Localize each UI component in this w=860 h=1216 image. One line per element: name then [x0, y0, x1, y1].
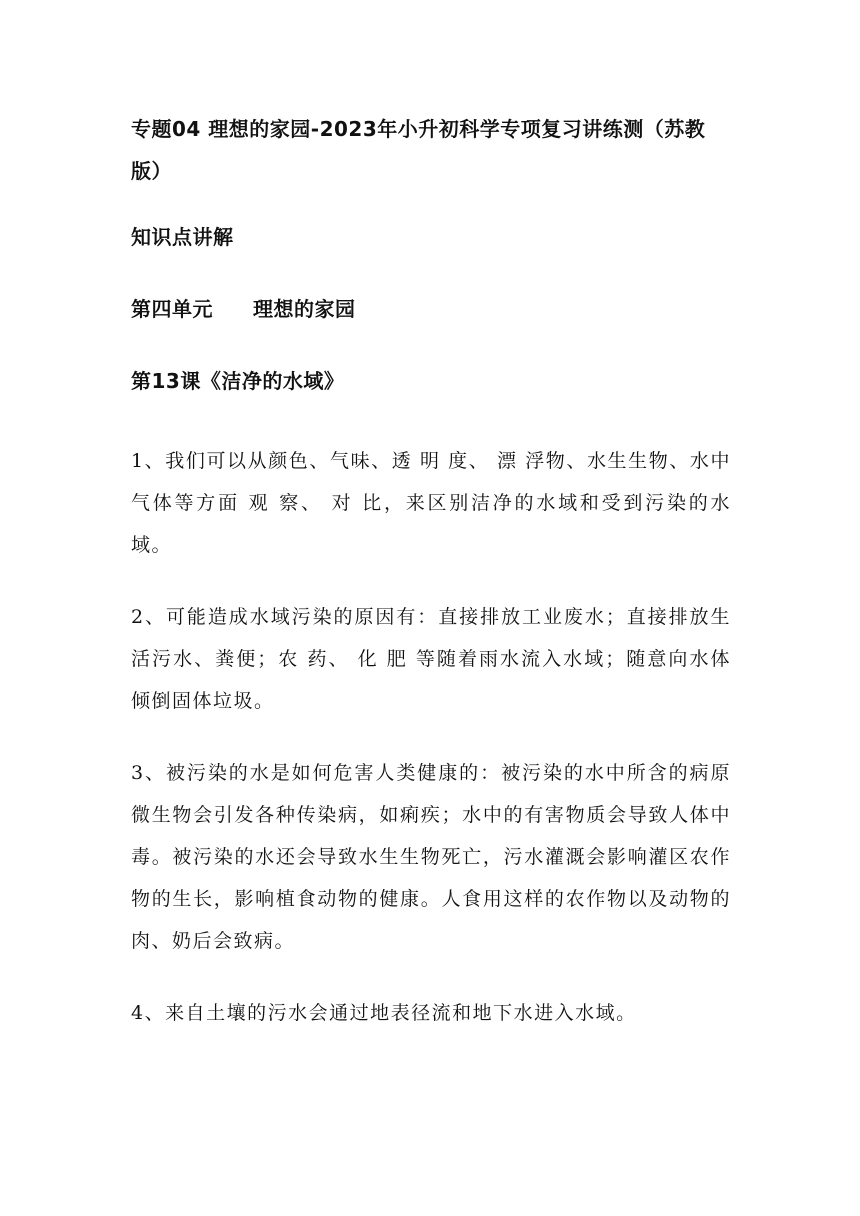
knowledge-point-2: 2、可能造成水域污染的原因有：直接排放工业废水；直接排放生活污水、粪便；农 药、 化 肥 等随着雨水流入水域；随意向水体倾倒固体垃圾。 — [131, 606, 731, 712]
knowledge-point-1: 1、我们可以从颜色、气味、透 明 度、 漂 浮物、水生生物、水中气体等方面 观 察、 对 比，来区别洁净的水域和受到污染的水域。 — [131, 450, 731, 556]
document-title: 专题04 理想的家园-2023年小升初科学专项复习讲练测（苏教版） — [131, 117, 706, 183]
knowledge-point-3: 3、被污染的水是如何危害人类健康的：被污染的水中所含的病原微生物会引发各种传染病，如痢疾；水中的有害物质会导致人体中毒。被污染的水还会导致水生生物死亡，污水灌溉会影响灌区农作物的生长，影响植食动物的健康。人食用这样的农作物以及动物的肉、奶后会致病。 — [131, 762, 731, 952]
document-content — [131, 108, 731, 1064]
unit-topic: 理想的家园 — [253, 297, 356, 321]
lesson-heading: 第13课《洁净的水域》 — [131, 369, 345, 393]
unit-name: 第四单元 — [131, 297, 213, 321]
section-heading: 知识点讲解 — [131, 225, 234, 249]
unit-heading — [131, 296, 731, 322]
knowledge-point-4: 4、来自土壤的污水会通过地表径流和地下水进入水域。 — [131, 1002, 637, 1024]
